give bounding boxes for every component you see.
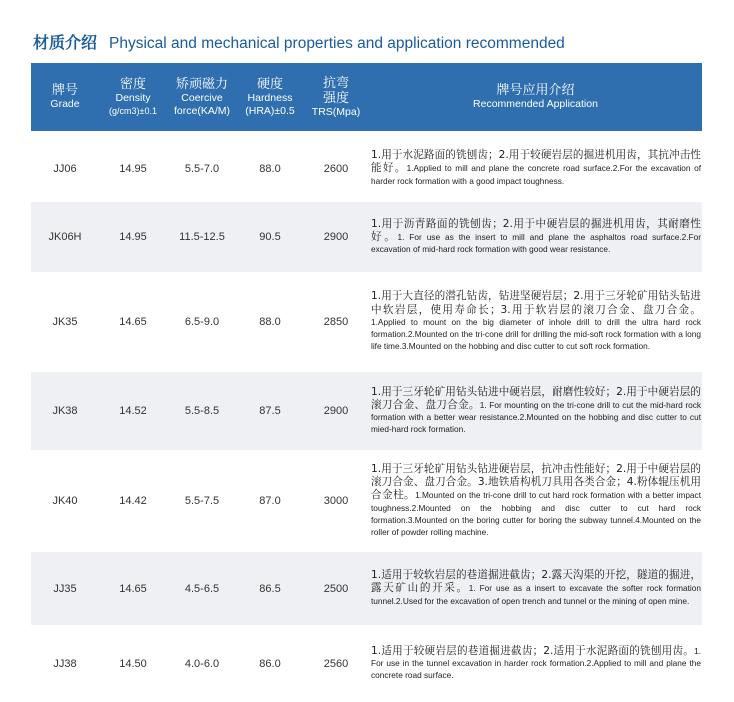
cell-hardness: 86.5 [259, 582, 281, 595]
cell-coercive: 4.0-6.0 [184, 657, 220, 670]
header-coercive-en2: force(KA/M) [173, 104, 230, 117]
header-grade [31, 63, 99, 131]
header-density-cn: 密度 [119, 77, 146, 92]
cell-application [371, 135, 701, 202]
application-en: 1.Mounted on the tri-cone drill to cut hard rock formation with a better impact toughness.2.Mounted on the hobbing and disc cutter to cut hard rock formation.3.Mounted on the boring cutter for boring the subway tunnel.4.Mounted on the roller of powder rolling machine. [371, 490, 701, 537]
cell-trs: 3000 [323, 495, 349, 507]
title-english: Physical and mechanical properties and application recommended [109, 35, 565, 52]
cell-density: 14.65 [119, 582, 147, 595]
application-en: 1. For mounting on the tri-cone drill to cut the mid-hard rock formation with a better wear resistance.2.Mounted on the hobbing and disc cutter to cut mied-hard rock formation. [371, 399, 701, 435]
cell-trs: 2600 [323, 162, 349, 175]
cell-trs: 2850 [323, 316, 349, 328]
cell-grade: JJ38 [53, 657, 77, 670]
header-grade-en: Grade [50, 98, 80, 110]
application-en: 1.Applied to mill and plane the concrete road surface.2.For the excavation of harder rock formation with a good impact toughness. [371, 163, 702, 186]
application-cn: 1.适用于较硬岩层的巷道掘进截齿；2.适用于水泥路面的铣刨用齿。 [371, 644, 695, 657]
cell-hardness: 88.0 [259, 316, 281, 328]
application-cn: 1.用于大直径的潜孔钻齿，钻进坚硬岩层；2.用于三牙轮矿用钻头钻进中软岩层，使用寿命长；3.用于软岩层的滚刀合金、盘刀合金。 [371, 290, 701, 316]
header-coercive-en1: Coercive [181, 91, 223, 104]
header-application-en: Recommended Application [473, 98, 598, 110]
cell-density: 14.95 [119, 162, 147, 175]
cell-grade: JJ35 [53, 582, 77, 595]
cell-grade: JK35 [52, 316, 78, 328]
cell-application [371, 372, 701, 450]
header-hardness-en: Hardness [247, 91, 293, 104]
cell-trs: 2560 [323, 657, 349, 670]
application-cn: 1.适用于较软岩层的巷道掘进截齿；2.露天沟渠的开挖，隧道的掘进，露天矿山的开采。 [371, 569, 701, 595]
header-hardness [237, 63, 303, 131]
cell-application [371, 450, 701, 552]
header-coercive-cn: 矫顽磁力 [175, 76, 228, 92]
application-cn: 1.用于沥青路面的铣刨齿；2.用于中硬岩层的掘进机用齿，其耐磨性好。 [371, 217, 701, 243]
cell-grade: JK38 [52, 405, 78, 417]
cell-coercive: 5.5-7.5 [184, 495, 220, 507]
cell-application [371, 272, 701, 372]
header-hardness-unit: (HRA)±0.5 [245, 104, 295, 117]
table-row [31, 450, 702, 552]
application-en: 1. For use as the insert to mill and plane the asphaltos road surface.2.For excavation of mid-hard rock formation with good wear resistance. [371, 231, 701, 255]
cell-grade: JK40 [52, 495, 78, 507]
cell-hardness: 87.0 [259, 495, 281, 507]
cell-hardness: 88.0 [259, 162, 281, 175]
cell-coercive: 6.5-9.0 [184, 316, 220, 328]
cell-trs: 2500 [323, 582, 349, 595]
application-en: 1. For use in the tunnel excavation in harder rock formation.2.Applied to mill and plane the concrete road surface. [371, 645, 701, 681]
cell-density: 14.52 [119, 405, 147, 417]
header-density [99, 63, 167, 131]
title-chinese: 材质介绍 [33, 33, 98, 52]
cell-hardness: 87.5 [259, 405, 281, 417]
header-trs-cn1: 抗弯 [322, 75, 349, 91]
cell-application [371, 552, 701, 625]
header-hardness-cn: 硬度 [256, 76, 283, 92]
cell-coercive: 11.5-12.5 [179, 231, 225, 243]
table-row [31, 372, 702, 450]
table-row [31, 202, 702, 272]
header-trs-cn2: 强度 [322, 90, 349, 106]
application-cn: 1.用于三牙轮矿用钻头钻进硬岩层，抗冲击性能好；2.用于中硬岩层的滚刀合金、盘刀合金。3.地铁盾构机刀具用各类合金；4.粉体辊压机用合金柱。 [371, 462, 701, 502]
application-cn: 1.用于三牙轮矿用钻头钻进中硬岩层，耐磨性较好；2.用于中硬岩层的滚刀合金、盘刀合金。 [371, 385, 701, 411]
application-en: 1. For use as a insert to excavate the softer rock formation tunnel.2.Used for the excavation of open trench and tunnel or the mining of open mine. [371, 583, 702, 606]
cell-hardness: 90.5 [259, 231, 281, 243]
cell-density: 14.95 [119, 231, 147, 243]
cell-grade: JJ06 [53, 162, 77, 175]
cell-density: 14.50 [119, 657, 147, 670]
header-trs [303, 63, 369, 131]
header-application [369, 63, 702, 131]
table-row [31, 625, 702, 702]
cell-grade: JK06H [48, 231, 82, 243]
header-application-cn: 牌号应用介绍 [496, 83, 575, 98]
table-header [31, 63, 702, 131]
cell-trs: 2900 [323, 405, 349, 417]
header-density-unit: (g/cm3)±0.1 [109, 106, 157, 116]
cell-application [371, 625, 701, 702]
table-row [31, 135, 702, 202]
header-trs-en: TRS(Mpa) [311, 105, 361, 118]
page-title [33, 30, 565, 54]
application-cn: 1.用于水泥路面的铣刨齿；2.用于较硬岩层的掘进机用齿，其抗冲击性能好。 [371, 149, 701, 175]
header-coercive [167, 63, 237, 131]
table-row [31, 552, 702, 625]
application-en: 1.Applied to mount on the big diameter of inhole drill to drill the ultra hard rock formation.2.Mounted on the tri-cone drill for drilling the mid-soft rock formation with a long life time.3.Mounted on the hobbing and disc cutter to cut soft rock formation. [371, 316, 701, 352]
header-grade-cn: 牌号 [51, 83, 78, 98]
cell-density: 14.65 [119, 316, 147, 328]
table-row [31, 272, 702, 372]
header-density-en: Density [115, 92, 151, 104]
cell-coercive: 5.5-8.5 [184, 405, 220, 417]
cell-application [371, 202, 701, 272]
cell-coercive: 5.5-7.0 [184, 162, 220, 175]
cell-hardness: 86.0 [259, 657, 281, 670]
cell-coercive: 4.5-6.5 [184, 582, 220, 595]
cell-trs: 2900 [323, 231, 349, 243]
cell-density: 14.42 [119, 495, 147, 507]
